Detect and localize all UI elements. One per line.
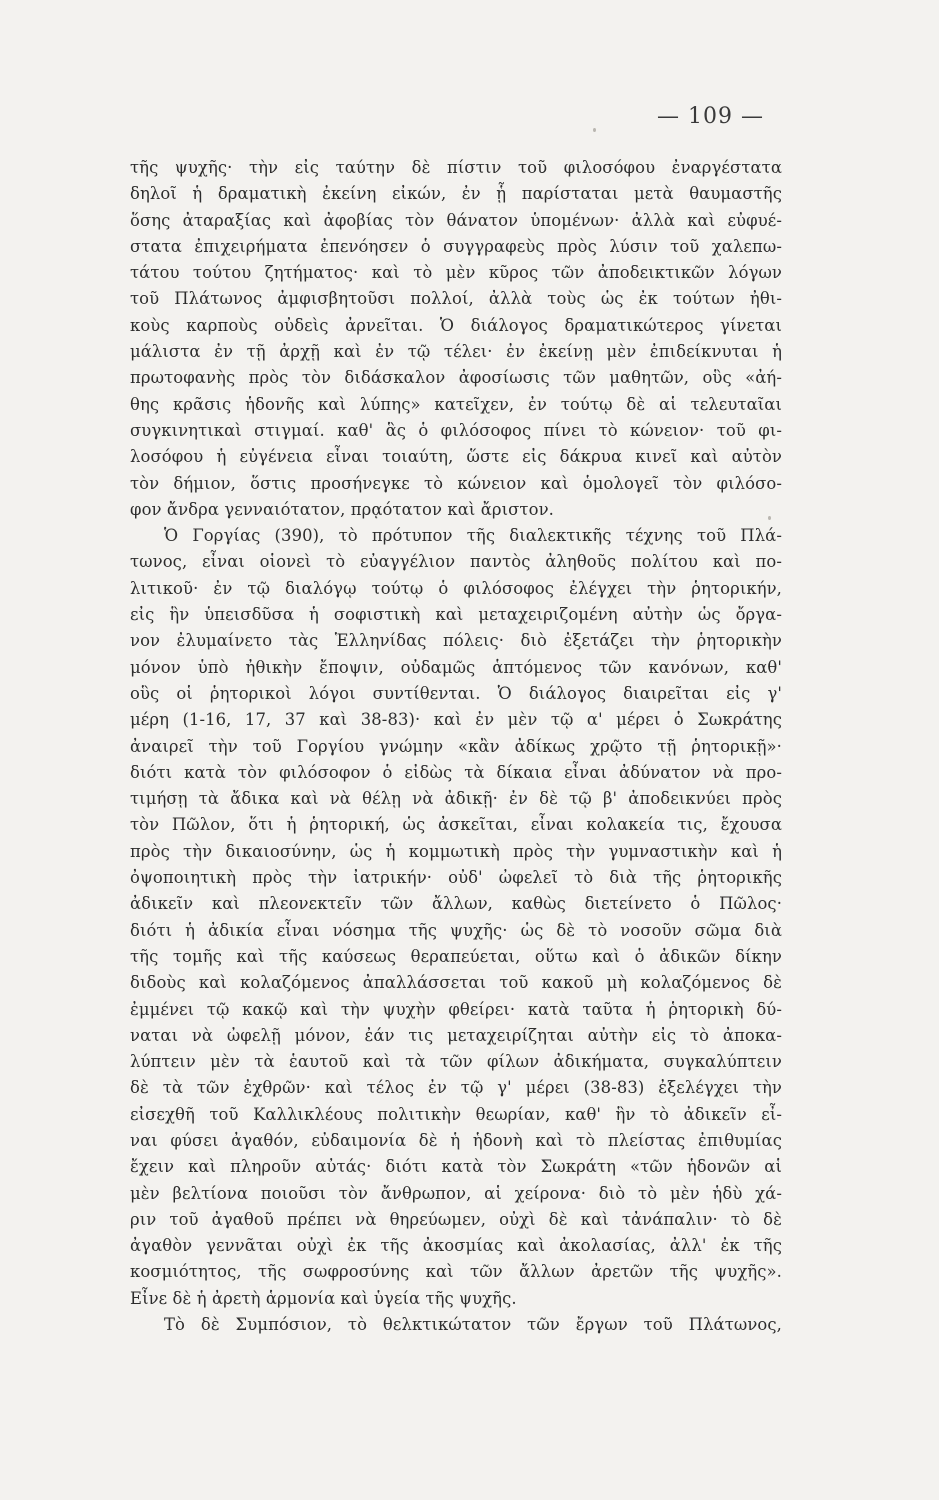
text-line: διότι κατὰ τὸν φιλόσοφον ὁ εἰδὼς τὰ δίκαια εἶναι ἀδύνατον νὰ προ- (130, 762, 782, 782)
text-line: ὅσης ἀταραξίας καὶ ἀφοβίας τὸν θάνατον ὑπομένων· ἀλλὰ καὶ εὐφυέ- (130, 210, 782, 230)
body-text (130, 155, 782, 1338)
text-line: κοὺς καρποὺς οὐδεὶς ἀρνεῖται. Ὁ διάλογος δραματικώτερος γίνεται (130, 315, 782, 335)
text-line: τὸν δήμιον, ὅστις προσήνεγκε τὸ κώνειον καὶ ὁμολογεῖ τὸν φιλόσο- (130, 473, 782, 493)
text-line: τῆς τομῆς καὶ τῆς καύσεως θεραπεύεται, οὕτω καὶ ὁ ἀδικῶν δίκην (130, 946, 782, 966)
text-line: ριν τοῦ ἀγαθοῦ πρέπει νὰ θηρεύωμεν, οὐχὶ δὲ καὶ τἀνάπαλιν· τὸ δὲ (130, 1209, 782, 1229)
text-line: δηλοῖ ἡ δραματικὴ ἐκείνη εἰκών, ἐν ᾗ παρίσταται μετὰ θαυμαστῆς (130, 184, 782, 204)
text-line: τιμήσῃ τὰ ἄδικα καὶ νὰ θέλῃ νὰ ἀδικῇ· ἐν δὲ τῷ β' ἀποδεικνύει πρὸς (130, 789, 782, 809)
text-line: ἀδικεῖν καὶ πλεονεκτεῖν τῶν ἄλλων, καθὼς διετείνετο ὁ Πῶλος· (130, 894, 782, 914)
text-line: πρωτοφανὴς πρὸς τὸν διδάσκαλον ἀφοσίωσις τῶν μαθητῶν, οὓς «ἀή- (130, 368, 782, 388)
text-line: πρὸς τὴν δικαιοσύνην, ὡς ἡ κομμωτικὴ πρὸς τὴν γυμναστικὴν καὶ ἡ (130, 841, 782, 861)
text-line: μὲν βελτίονα ποιοῦσι τὸν ἄνθρωπον, αἱ χείρονα· διὸ τὸ μὲν ἡδὺ χά- (130, 1183, 782, 1203)
text-line: φον ἄνδρα γενναιότατον, πρᾳότατον καὶ ἄριστον. (130, 499, 554, 519)
text-line: κοσμιότητος, τῆς σωφροσύνης καὶ τῶν ἄλλων ἀρετῶν τῆς ψυχῆς». (130, 1262, 782, 1282)
text-line: ἀναιρεῖ τὴν τοῦ Γοργίου γνώμην «κἂν ἀδίκως χρῷτο τῇ ῥητορικῇ»· (130, 736, 782, 756)
paragraph-start: Ὁ Γοργίας (390), τὸ πρότυπον τῆς διαλεκτικῆς τέχνης τοῦ Πλά- (164, 526, 782, 546)
text-line: θης κρᾶσις ἡδονῆς καὶ λύπης» κατεῖχεν, ἐν τούτῳ δὲ αἱ τελευταῖαι (130, 394, 782, 414)
text-line: τάτου τούτου ζητήματος· καὶ τὸ μὲν κῦρος τῶν ἀποδεικτικῶν λόγων (130, 263, 782, 283)
text-line: νον ἐλυμαίνετο τὰς Ἑλληνίδας πόλεις· διὸ ἐξετάζει τὴν ῥητορικὴν (130, 631, 782, 651)
paper-speck (593, 128, 596, 132)
text-line: τωνος, εἶναι οἱονεὶ τὸ εὐαγγέλιον παντὸς ἀληθοῦς πολίτου καὶ πο- (130, 552, 782, 572)
text-line: τῆς ψυχῆς· τὴν εἰς ταύτην δὲ πίστιν τοῦ φιλοσόφου ἐναργέστατα (130, 158, 782, 177)
text-line: Εἶνε δὲ ἡ ἀρετὴ ἁρμονία καὶ ὑγεία τῆς ψυχῆς. (130, 1288, 517, 1308)
text-line: μάλιστα ἐν τῇ ἀρχῇ καὶ ἐν τῷ τέλει· ἐν ἐκείνῃ μὲν ἐπιδείκνυται ἡ (130, 342, 782, 362)
text-line: εἰς ἣν ὑπεισδῦσα ἡ σοφιστικὴ καὶ μεταχειριζομένη αὐτὴν ὡς ὄργα- (130, 605, 782, 625)
text-line: εἰσεχθῆ τοῦ Καλλικλέους πολιτικὴν θεωρίαν, καθ' ἣν τὸ ἀδικεῖν εἶ- (130, 1104, 782, 1124)
text-line: ἔχειν καὶ πληροῦν αὐτάς· διότι κατὰ τὸν Σωκράτη «τῶν ἡδονῶν αἱ (130, 1157, 782, 1177)
text-line: λύπτειν μὲν τὰ ἑαυτοῦ καὶ τὰ τῶν φίλων ἀδικήματα, συγκαλύπτειν (130, 1052, 782, 1072)
text-line: συγκινητικαὶ στιγμαί. καθ' ἃς ὁ φιλόσοφος πίνει τὸ κώνειον· τοῦ φι- (130, 420, 782, 440)
text-line: διότι ἡ ἀδικία εἶναι νόσημα τῆς ψυχῆς· ὡς δὲ τὸ νοσοῦν σῶμα διὰ (130, 920, 782, 940)
text-line: δὲ τὰ τῶν ἐχθρῶν· καὶ τέλος ἐν τῷ γ' μέρει (38-83) ἐξελέγχει τὴν (130, 1078, 782, 1098)
text-line: διδοὺς καὶ κολαζόμενος ἀπαλλάσσεται τοῦ κακοῦ μὴ κολαζόμενος δὲ (130, 973, 782, 993)
text-line: λοσόφου ἡ εὐγένεια εἶναι τοιαύτη, ὥστε εἰς δάκρυα κινεῖ καὶ αὐτὸν (130, 447, 782, 467)
text-line: μόνον ὑπὸ ἠθικὴν ἔποψιν, οὐδαμῶς ἁπτόμενος τῶν κανόνων, καθ' (130, 657, 782, 677)
text-line: μέρη (1-16, 17, 37 καὶ 38-83)· καὶ ἐν μὲν τῷ α' μέρει ὁ Σωκράτης (130, 710, 782, 730)
text-line: ναι φύσει ἀγαθόν, εὐδαιμονία δὲ ἡ ἡδονὴ καὶ τὸ πλείστας ἐπιθυμίας (130, 1130, 782, 1150)
text-line: τὸν Πῶλον, ὅτι ἡ ῥητορική, ὡς ἀσκεῖται, εἶναι κολακεία τις, ἔχουσα (130, 815, 782, 835)
paragraph-start: Τὸ δὲ Συμπόσιον, τὸ θελκτικώτατον τῶν ἔργων τοῦ Πλάτωνος, (164, 1315, 782, 1335)
text-line: λιτικοῦ· ἐν τῷ διαλόγῳ τούτῳ ὁ φιλόσοφος ἐλέγχει τὴν ῥητορικήν, (130, 578, 782, 598)
text-line: στατα ἐπιχειρήματα ἐπενόησεν ὁ συγγραφεὺς πρὸς λύσιν τοῦ χαλεπω- (130, 236, 782, 256)
text-line: ἐμμένει τῷ κακῷ καὶ τὴν ψυχὴν φθείρει· κατὰ ταῦτα ἡ ῥητορικὴ δύ- (130, 999, 782, 1019)
paper-speck (768, 516, 771, 520)
text-line: ναται νὰ ὠφελῇ μόνον, ἐάν τις μεταχειρίζηται αὐτὴν εἰς τὸ ἀποκα- (130, 1025, 782, 1045)
text-line: ἀγαθὸν γεννᾶται οὐχὶ ἐκ τῆς ἀκοσμίας καὶ ἀκολασίας, ἀλλ' ἐκ τῆς (130, 1236, 782, 1256)
text-line: τοῦ Πλάτωνος ἀμφισβητοῦσι πολλοί, ἀλλὰ τοὺς ὡς ἐκ τούτων ἠθι- (130, 289, 782, 309)
text-line: ὀψοποιητικὴ πρὸς τὴν ἰατρικήν· οὐδ' ὠφελεῖ τὸ διὰ τῆς ῥητορικῆς (130, 868, 782, 888)
text-line: οὓς οἱ ῥητορικοὶ λόγοι συντίθενται. Ὁ διάλογος διαιρεῖται εἰς γ' (130, 683, 782, 703)
page-number: — 109 — (657, 104, 764, 129)
